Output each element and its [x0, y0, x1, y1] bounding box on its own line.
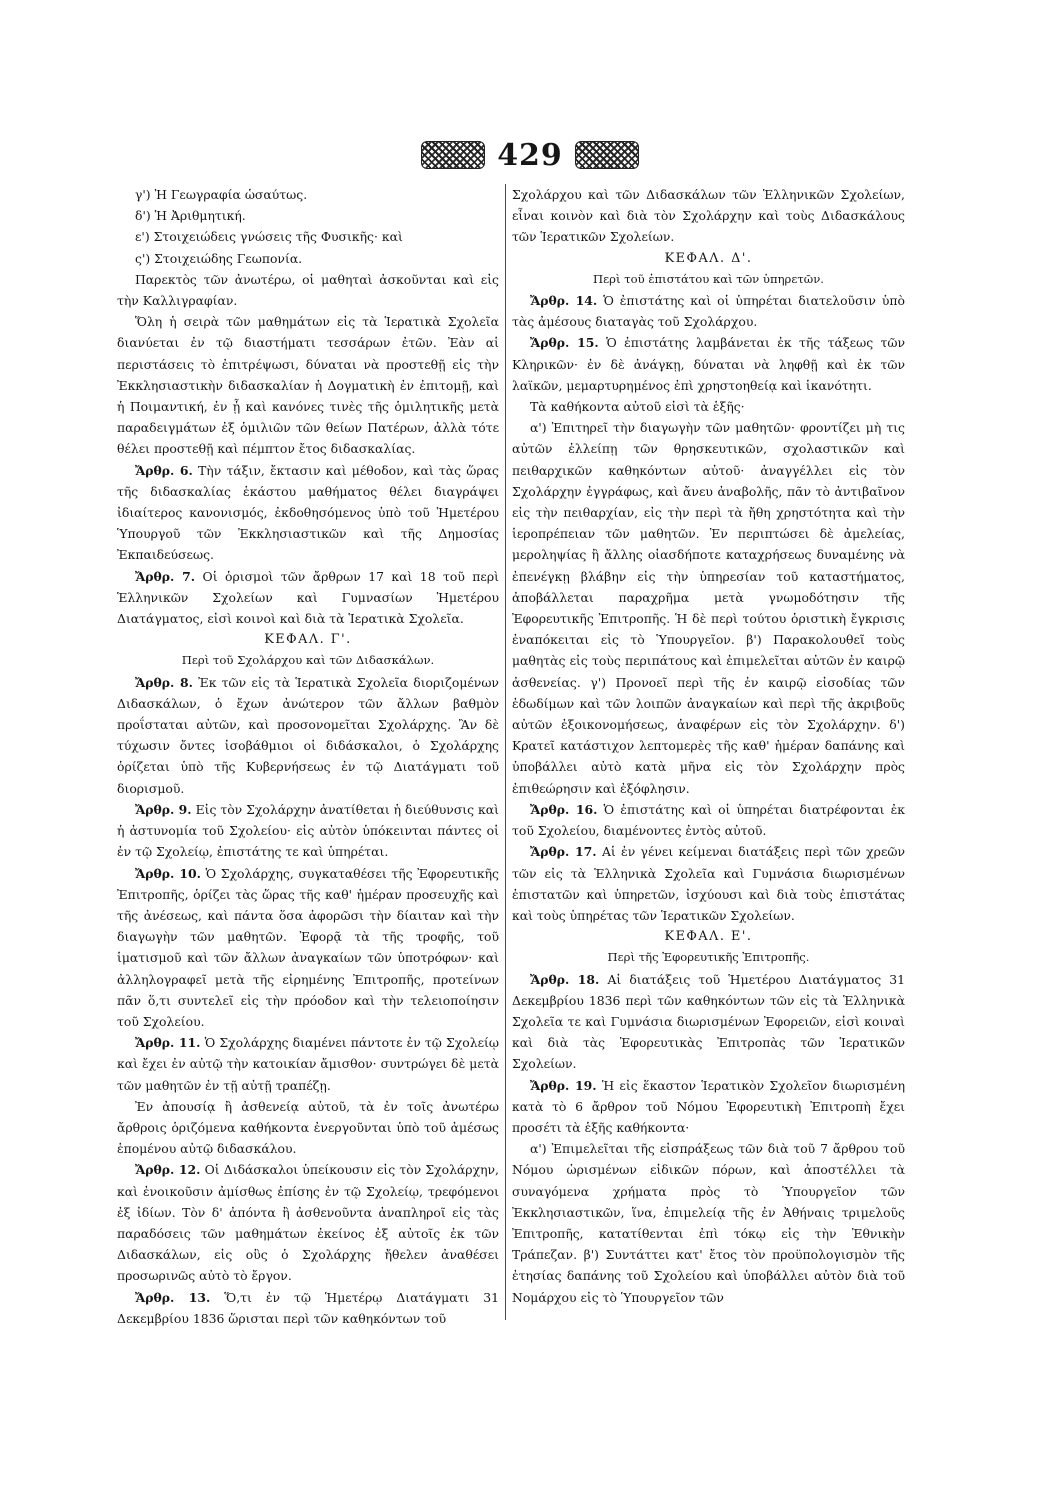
paragraph-text: δ') Ἡ Ἀριθμητική. [135, 208, 246, 224]
paragraph [117, 672, 499, 799]
article-number: Ἄρθρ. 9. [135, 801, 192, 817]
paragraph [117, 205, 499, 226]
paragraph [117, 1287, 499, 1329]
paragraph [117, 1159, 499, 1286]
paragraph [512, 417, 905, 799]
article-number: Ἄρθρ. 11. [135, 1035, 201, 1051]
article-number: Ἄρθρ. 18. [530, 971, 600, 987]
article-number: Ἄρθρ. 19. [530, 1077, 597, 1093]
paragraph-text: Εἰς τὸν Σχολάρχην ἀνατίθεται ἡ διεύθυνσις καὶ ἡ ἀστυνομία τοῦ Σχολείου· εἰς αὐτὸν ὑπόκεινται πάντες οἱ ἐν τῷ Σχολείῳ, ἐπιστάτης τε καὶ ὑπηρέται. [117, 801, 499, 860]
paragraph [117, 566, 499, 630]
article-number: Ἄρθρ. 17. [530, 844, 597, 860]
paragraph [512, 1075, 905, 1139]
article-number: Ἄρθρ. 6. [135, 462, 193, 478]
paragraph-text: Τὴν τάξιν, ἔκτασιν καὶ μέθοδον, καὶ τὰς ὥρας τῆς διδασκαλίας ἑκάστου μαθήματος θέλει διαγράψει ἰδιαίτερος κανονισμός, ἐκδοθησόμενος ὑπὸ τοῦ Ἡμετέρου Ὑπουργοῦ τῶν Ἐκκλησιαστικῶν καὶ τῆς Δημοσίας Ἐκπαιδεύσεως. [117, 462, 499, 563]
paragraph-text: ΚΕΦΑΛ. Δ'. [664, 250, 753, 266]
paragraph-text: ε') Στοιχειώδεις γνώσεις τῆς Φυσικῆς· καὶ [135, 229, 403, 245]
paragraph [117, 799, 499, 863]
paragraph [512, 799, 905, 841]
chapter-heading [512, 248, 905, 269]
paragraph [512, 841, 905, 926]
paragraph-text: Αἱ διατάξεις τοῦ Ἡμετέρου Διατάγματος 31 Δεκεμβρίου 1836 περὶ τῶν καθηκόντων τῶν εἰς τὰ Ἑλληνικὰ Σχολεῖα τε καὶ Γυμνάσια διωρισμένων Ἐφορειῶν, εἰσὶ κοιναὶ καὶ διὰ τὰς Ἐφορευτικὰς Ἐπιτροπὰς τῶν Ἱερατικῶν Σχολείων. [512, 971, 905, 1072]
paragraph-text: Ἡ εἰς ἕκαστον Ἱερατικὸν Σχολεῖον διωρισμένη κατὰ τὸ 6 ἄρθρον τοῦ Νόμου Ἐφορευτικὴ Ἐπιτροπὴ ἔχει προσέτι τὰ ἑξῆς καθήκοντα· [512, 1077, 905, 1135]
article-number: Ἄρθρ. 14. [530, 293, 598, 309]
paragraph-text: Ὁ Σχολάρχης, συγκαταθέσει τῆς Ἐφορευτικῆς Ἐπιτροπῆς, ὁρίζει τὰς ὥρας τῆς καθ' ἡμέραν προσευχῆς καὶ τῆς ἀνέσεως, καὶ πάντα ὅσα ἀφορῶσι τὴν δίαιταν καὶ τὴν διαγωγὴν τῶν μαθητῶν. Ἐφορᾷ τὰ τῆς τροφῆς, τοῦ ἱματισμοῦ καὶ τῶν ἄλλων ἀναγκαίων τῶν ὑποτρόφων· καὶ ἀλληλογραφεῖ μετὰ τῆς εἰρημένης Ἐπιτροπῆς, προτείνων πᾶν ὅ,τι συντελεῖ εἰς τὴν πρόοδον καὶ τὴν τελειοποίησιν τοῦ Σχολείου. [117, 865, 499, 1029]
paragraph-text: Ὅλη ἡ σειρὰ τῶν μαθημάτων εἰς τὰ Ἱερατικὰ Σχολεῖα διανύεται ἐν τῷ διαστήματι τεσσάρων ἐτῶν. Ἐὰν αἱ περιστάσεις τὸ ἐπιτρέψωσι, δύναται νὰ προστεθῇ εἰς τὴν Ἐκκλησιαστικὴν διδασκαλίαν ἡ Δογματικὴ ἐν ἐπιτομῇ, καὶ ἡ Ποιμαντική, ἐν ᾗ καὶ κανόνες τινὲς τῆς ὁμιλητικῆς μετὰ παραδειγμάτων ἐξ ὁμιλιῶν τῶν θείων Πατέρων, ἀλλὰ τότε θέλει προστεθῇ καὶ πέμπτον ἔτος διδασκαλίας. [117, 314, 499, 457]
article-number: Ἄρθρ. 12. [135, 1162, 201, 1178]
paragraph-text: Ὁ ἐπιστάτης καὶ οἱ ὑπηρέται διατελοῦσιν ὑπὸ τὰς ἀμέσους διαταγὰς τοῦ Σχολάρχου. [512, 293, 905, 330]
left-column [117, 184, 499, 1329]
paragraph-text: Ὁ ἐπιστάτης λαμβάνεται ἐκ τῆς τάξεως τῶν Κληρικῶν· ἐν δὲ ἀνάγκῃ, δύναται νὰ ληφθῇ καὶ ἐκ τῶν λαϊκῶν, μεμαρτυρημένος ἐπὶ χρηστοηθείᾳ καὶ ἱκανότητι. [512, 335, 906, 393]
ornament-left-icon [421, 141, 485, 169]
paragraph [117, 184, 499, 205]
paragraph [117, 226, 499, 247]
paragraph [512, 332, 905, 396]
paragraph [512, 969, 905, 1075]
article-number: Ἄρθρ. 16. [530, 801, 598, 817]
column-divider [505, 184, 506, 1320]
paragraph-text: ς') Στοιχειώδης Γεωπονία. [135, 250, 303, 266]
paragraph-text: Περὶ τοῦ Σχολάρχου καὶ τῶν Διδασκάλων. [181, 653, 435, 668]
paragraph-text: γ') Ἡ Γεωγραφία ὡσαύτως. [135, 187, 308, 202]
paragraph-text: α') Ἐπιτηρεῖ τὴν διαγωγὴν τῶν μαθητῶν· φροντίζει μὴ τις αὐτῶν ἐλλείπῃ τῶν θρησκευτικῶν, σχολαστικῶν καὶ πειθαρχικῶν καθηκόντων αὐτοῦ· ἀναγγέλλει εἰς τὸν Σχολάρχην ἐγγράφως, καὶ ἄνευ ἀναβολῆς, πᾶν τὸ ἀντιβαῖνον εἰς τὴν πειθαρχίαν, εἰς τὴν περὶ τὰ ἤθη χρηστότητα καὶ τὴν ἱεροπρέπειαν τῶν μαθητῶν. Ἐν περιπτώσει δὲ ἀμελείας, μεροληψίας ἢ ἄλλης οἱασδήποτε καταχρήσεως δυναμένης νὰ ἐπενέγκῃ βλάβην εἰς τὴν ὑπηρεσίαν τοῦ καταστήματος, ἀποβάλλεται παραχρῆμα μετὰ γνωμοδότησιν τῆς Ἐφορευτικῆς Ἐπιτροπῆς. Ἡ δὲ περὶ τούτου ὁριστικὴ ἔγκρισις ἐναπόκειται εἰς τὸ Ὑπουργεῖον. β') Παρακολουθεῖ τοὺς μαθητὰς εἰς τοὺς περιπάτους καὶ ἐπιμελεῖται αὐτῶν ἐν καιρῷ ἀσθενείας. γ') Προνοεῖ περὶ τῆς ἐν καιρῷ εἰσοδίας τῶν ἐδωδίμων καὶ τῶν λοιπῶν ἀναγκαίων καὶ περὶ τῆς ἀκριβοῦς αὐτῶν ἐξοικονομήσεως, ἀναφέρων εἰς τὸν Σχολάρχην. δ') Κρατεῖ κατάστιχον λεπτομερὲς τῆς καθ' ἡμέραν δαπάνης καὶ ὑποβάλλει αὐτὸ κατὰ μῆνα εἰς τὸν Σχολάρχην πρὸς ἐπιθεώρησιν καὶ ἐξόφλησιν. [512, 420, 905, 796]
paragraph-text: Οἱ ὁρισμοὶ τῶν ἄρθρων 17 καὶ 18 τοῦ περὶ Ἑλληνικῶν Σχολείων καὶ Γυμνασίων Ἡμετέρου Διατάγματος, εἰσὶ κοινοὶ καὶ διὰ τὰ Ἱερατικὰ Σχολεῖα. [117, 568, 499, 627]
paragraph-text: Σχολάρχου καὶ τῶν Διδασκάλων τῶν Ἑλληνικῶν Σχολείων, εἶναι κοινὸν καὶ διὰ τὸν Σχολάρχην καὶ τοὺς Διδασκάλους τῶν Ἱερατικῶν Σχολείων. [512, 187, 905, 245]
chapter-subtitle [512, 269, 905, 290]
article-number: Ἄρθρ. 7. [135, 568, 196, 584]
chapter-subtitle [117, 650, 499, 671]
paragraph-text: Ὁ Σχολάρχης διαμένει πάντοτε ἐν τῷ Σχολείῳ καὶ ἔχει ἐν αὐτῷ τὴν κατοικίαν ἄμισθον· συντρώγει δὲ μετὰ τῶν μαθητῶν ἐν τῇ αὐτῇ τραπέζῃ. [117, 1035, 499, 1093]
paragraph-text: Ἐν ἀπουσίᾳ ἢ ἀσθενείᾳ αὐτοῦ, τὰ ἐν τοῖς ἀνωτέρω ἄρθροις ὁριζόμενα καθήκοντα ἐνεργοῦνται ὑπὸ τοῦ ἀμέσως ἑπομένου αὐτῷ διδασκάλου. [117, 1098, 499, 1157]
paragraph-text: Περὶ τοῦ ἐπιστάτου καὶ τῶν ὑπηρετῶν. [593, 271, 824, 286]
paragraph-text: Οἱ Διδάσκαλοι ὑπείκουσιν εἰς τὸν Σχολάρχην, καὶ ἐνοικοῦσιν ἀμίσθως ἐπίσης ἐν τῷ Σχολείῳ, τρεφόμενοι ἐξ ἰδίων. Τὸν δ' ἀπόντα ἢ ἀσθενοῦντα ἀναπληροῖ εἰς τὰς παραδόσεις τῶν μαθημάτων ἐκείνος ἐξ αὐτοῖς ἐκ τῶν Διδασκάλων, εἰς οὓς ὁ Σχολάρχης ἤθελεν ἀναθέσει προσωρινῶς αὐτὸ τὸ ἔργον. [117, 1162, 499, 1284]
article-number: Ἄρθρ. 13. [135, 1289, 211, 1305]
paragraph-text: Αἱ ἐν γένει κείμεναι διατάξεις περὶ τῶν χρεῶν τῶν εἰς τὰ Ἑλληνικὰ Σχολεῖα καὶ Γυμνάσια διωρισμένων ἐπιστατῶν καὶ ὑπηρετῶν, ἰσχύουσι καὶ διὰ τοὺς ἐπιστάτας καὶ τοὺς ὑπηρέτας τῶν Ἱερατικῶν Σχολείων. [512, 844, 905, 923]
paragraph-text: Παρεκτὸς τῶν ἀνωτέρω, οἱ μαθηταὶ ἀσκοῦνται καὶ εἰς τὴν Καλλιγραφίαν. [117, 271, 499, 309]
ornament-right-icon [575, 141, 639, 169]
paragraph-text: α') Ἐπιμελεῖται τῆς εἰσπράξεως τῶν διὰ τοῦ 7 ἄρθρου τοῦ Νόμου ὡρισμένων εἰδικῶν πόρων, καὶ ἀποστέλλει τὰ συναγόμενα χρήματα πρὸς τὸ Ὑπουργεῖον τῶν Ἐκκλησιαστικῶν, ἵνα, ἐπιμελείᾳ τῆς ἐν Ἀθήναις τριμελοῦς Ἐπιτροπῆς, κατατίθενται ἐπὶ τόκῳ εἰς τὴν Ἐθνικὴν Τράπεζαν. β') Συντάττει κατ' ἔτος τὸν προϋπολογισμὸν τῆς ἐτησίας δαπάνης τοῦ Σχολείου καὶ ὑποβάλλει αὐτὸν διὰ τοῦ Νομάρχου εἰς τὸ Ὑπουργεῖον τῶν [512, 1141, 905, 1305]
chapter-heading [512, 926, 905, 947]
paragraph [512, 396, 905, 417]
paragraph-text: Ἐκ τῶν εἰς τὰ Ἱερατικὰ Σχολεῖα διοριζομένων Διδασκάλων, ὁ ἔχων ἀνώτερον τῶν ἄλλων βαθμὸν προΐσταται αὐτῶν, καὶ προσονομεῖται Σχολάρχης. Ἂν δὲ τύχωσιν ὄντες ἰσοβάθμιοι οἱ διδάσκαλοι, ὁ Σχολάρχης ὁρίζεται ὑπὸ τῆς Κυβερνήσεως ἐν τῷ Διατάγματι τοῦ διορισμοῦ. [117, 674, 499, 796]
paragraph-text: Ὁ ἐπιστάτης καὶ οἱ ὑπηρέται διατρέφονται ἐκ τοῦ Σχολείου, διαμένοντες ἐντὸς αὐτοῦ. [512, 801, 905, 839]
paragraph-text: Ὅ,τι ἐν τῷ Ἡμετέρῳ Διατάγματι 31 Δεκεμβρίου 1836 ὥρισται περὶ τῶν καθηκόντων τοῦ [117, 1289, 500, 1326]
paragraph [117, 1032, 499, 1096]
right-column [512, 184, 905, 1308]
chapter-subtitle [512, 947, 905, 968]
paragraph [512, 1138, 905, 1308]
paragraph [117, 1096, 499, 1160]
paragraph [512, 290, 905, 332]
paragraph-text: ΚΕΦΑΛ. Γ'. [264, 632, 352, 648]
paragraph [117, 248, 499, 269]
paragraph-text: Περὶ τῆς Ἐφορευτικῆς Ἐπιτροπῆς. [607, 950, 810, 965]
paragraph [512, 184, 905, 248]
article-number: Ἄρθρ. 15. [530, 335, 599, 351]
article-number: Ἄρθρ. 8. [135, 674, 193, 690]
paragraph [117, 460, 499, 566]
page-header [300, 132, 760, 178]
chapter-heading [117, 629, 499, 650]
paragraph [117, 311, 499, 459]
article-number: Ἄρθρ. 10. [135, 865, 201, 881]
paragraph [117, 269, 499, 311]
paragraph [117, 863, 499, 1033]
page-number: 429 [497, 137, 563, 173]
paragraph-text: Τὰ καθήκοντα αὐτοῦ εἰσὶ τὰ ἑξῆς· [530, 399, 745, 415]
paragraph-text: ΚΕΦΑΛ. Ε'. [664, 929, 753, 945]
